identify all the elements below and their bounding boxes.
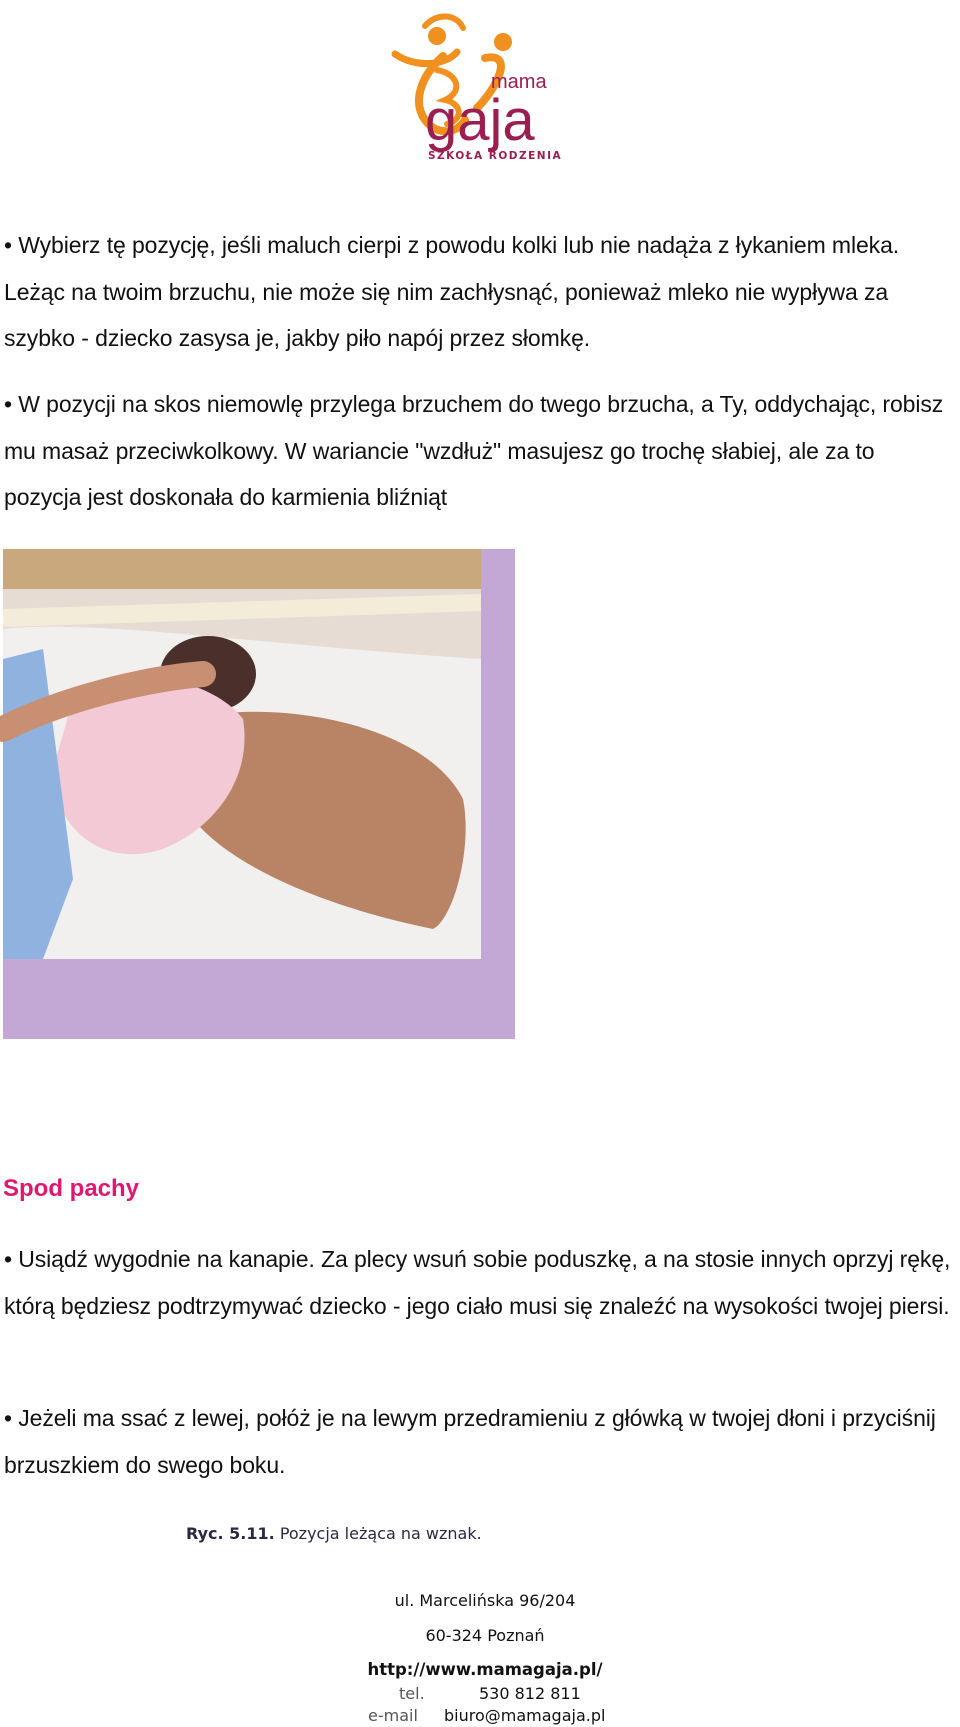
logo-tagline: SZKOŁA RODZENIA (428, 150, 563, 162)
footer-street: ul. Marcelińska 96/204 (394, 1591, 576, 1610)
footer-phone-row (345, 1684, 645, 1703)
footer-email[interactable]: biuro@mamagaja.pl (444, 1706, 606, 1725)
logo-hair-swoosh (425, 16, 463, 28)
footer-tel[interactable]: 530 812 811 (479, 1684, 581, 1703)
photo-caption-label: Ryc. 5.11. (186, 1524, 275, 1543)
paragraph-lying-position: • Wybierz tę pozycję, jeśli maluch cierpi z powodu kolki lub nie nadąża z łykaniem mleka. Leżąc na twoim brzuchu, nie może się nim zachłysnąć, ponieważ mleko nie wypływa za szybko - dziecko zasysa je, jakby piło napój przez słomkę. (4, 232, 900, 351)
paragraph-diagonal-position: • W pozycji na skos niemowlę przylega brzuchem do twego brzucha, a Ty, oddychając, robisz mu masaż przeciwkolkowy. W wariancie "wzdłuż" masujesz go trochę słabiej, ale za to pozycja jest doskonała do karmienia bliźniąt (4, 391, 944, 510)
logo-arms (395, 52, 457, 64)
footer-tel-label: tel. (399, 1684, 425, 1703)
paragraph-sit-comfortably: • Usiądź wygodnie na kanapie. Za plecy wsuń sobie poduszkę, a na stosie innych oprzyj rękę, którą będziesz podtrzymywać dziecko - jego ciało musi się znaleźć na wysokości twojej piersi. (4, 1246, 951, 1319)
photo-caption (186, 1524, 482, 1543)
logo-figure-head (494, 33, 512, 51)
logo-word-gaja: gaja (425, 88, 535, 153)
footer-email-row (345, 1706, 645, 1725)
logo-graphic (385, 8, 585, 173)
paragraph-left-breast: • Jeżeli ma ssać z lewej, połóż je na lewym przedramieniu z główką w twojej dłoni i przyciśnij brzuszkiem do swego boku. (4, 1405, 936, 1478)
mama-gaja-logo (385, 8, 585, 173)
photo-illustration (3, 549, 515, 1039)
footer-url-link[interactable]: http://www.mamagaja.pl/ (367, 1660, 603, 1679)
photo-caption-text: Pozycja leżąca na wznak. (279, 1524, 482, 1543)
logo-word-mama: mama (491, 71, 547, 93)
photo-wall (3, 549, 481, 589)
section-heading: Spod pachy (3, 1175, 140, 1202)
footer-city: 60-324 Poznań (425, 1626, 545, 1645)
footer-email-label: e-mail (368, 1706, 418, 1725)
logo-head (428, 27, 446, 45)
